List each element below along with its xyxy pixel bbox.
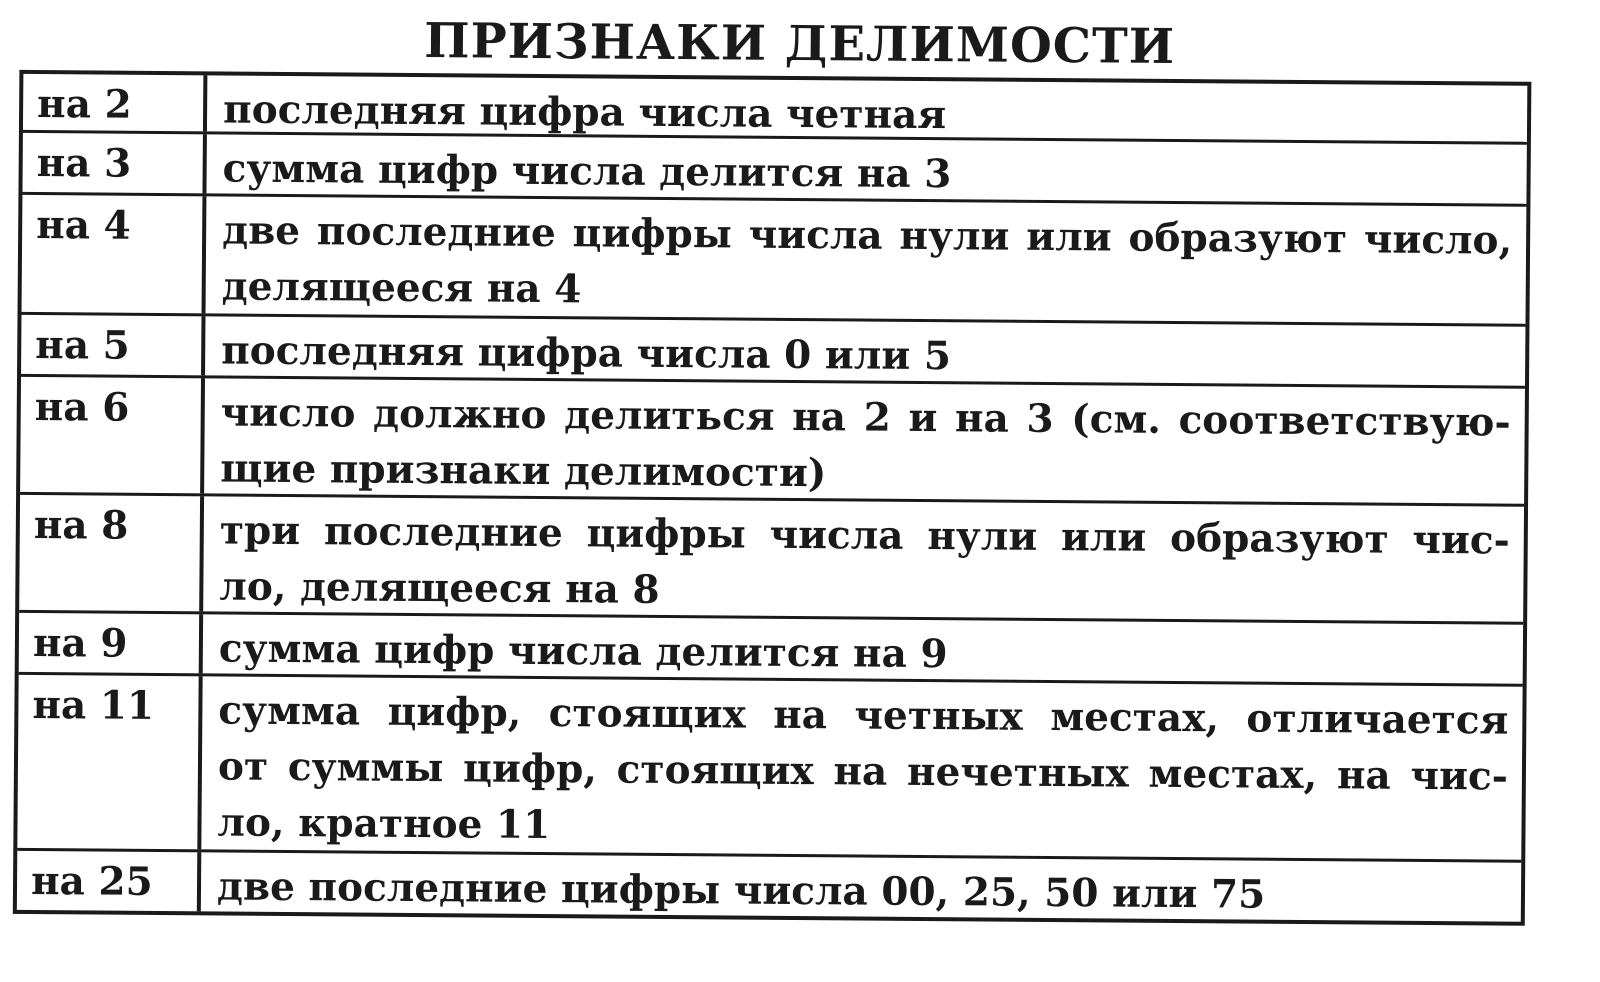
table-row xyxy=(21,312,1525,386)
divisor-cell: на 4 xyxy=(22,195,207,313)
rule-cell xyxy=(204,378,1525,503)
rule-cell xyxy=(203,614,1523,683)
rule-line: от суммы цифр, стоящих на нечетных местах, на чис- xyxy=(217,743,1509,800)
rule-cell xyxy=(201,852,1521,921)
rule-line: число должно делиться на 2 и на 3 (см. соответствую- xyxy=(220,389,1511,446)
divisor-cell: на 2 xyxy=(23,74,207,131)
divisor-cell: на 9 xyxy=(19,613,203,673)
table-row xyxy=(19,492,1524,622)
divisor-cell: на 3 xyxy=(22,133,206,193)
table-row xyxy=(20,374,1525,504)
divisor-cell: на 25 xyxy=(17,851,201,911)
rule-line: ло, кратное 11 xyxy=(217,799,551,849)
rule-line: сумма цифр числа делится на 9 xyxy=(218,625,948,678)
rule-line: щие признаки делимости) xyxy=(220,445,827,497)
rule-line: три последние цифры числа нули или образуют чис- xyxy=(219,507,1510,564)
divisor-cell: на 11 xyxy=(17,675,202,849)
rule-line: сумма цифр числа делится на 3 xyxy=(222,145,952,198)
rule-line: две последние цифры числа нули или образуют число, xyxy=(221,207,1513,264)
rule-line: две последние цифры числа 00, 25, 50 или 75 xyxy=(216,863,1266,918)
table-row xyxy=(17,672,1522,860)
table-row xyxy=(23,74,1527,142)
rule-line: последняя цифра числа четная xyxy=(222,86,947,139)
divisibility-table xyxy=(13,70,1532,926)
rule-cell xyxy=(207,75,1527,141)
rule-line: ло, делящееся на 8 xyxy=(219,563,660,613)
page-title: ПРИЗНАКИ ДЕЛИМОСТИ xyxy=(424,13,1176,75)
rule-cell xyxy=(206,196,1527,323)
rule-cell xyxy=(203,496,1524,621)
table-row xyxy=(22,192,1527,324)
divisor-cell: на 8 xyxy=(19,495,204,611)
rule-line: последняя цифра числа 0 или 5 xyxy=(221,327,952,380)
rule-line: делящееся на 4 xyxy=(221,263,582,313)
table-row xyxy=(17,848,1521,922)
rule-line: сумма цифр, стоящих на четных местах, отличается xyxy=(218,687,1509,744)
rule-cell xyxy=(206,134,1526,203)
rule-cell xyxy=(201,676,1522,859)
rule-cell xyxy=(205,316,1525,385)
divisor-cell: на 6 xyxy=(20,377,205,493)
divisor-cell: на 5 xyxy=(21,315,205,375)
